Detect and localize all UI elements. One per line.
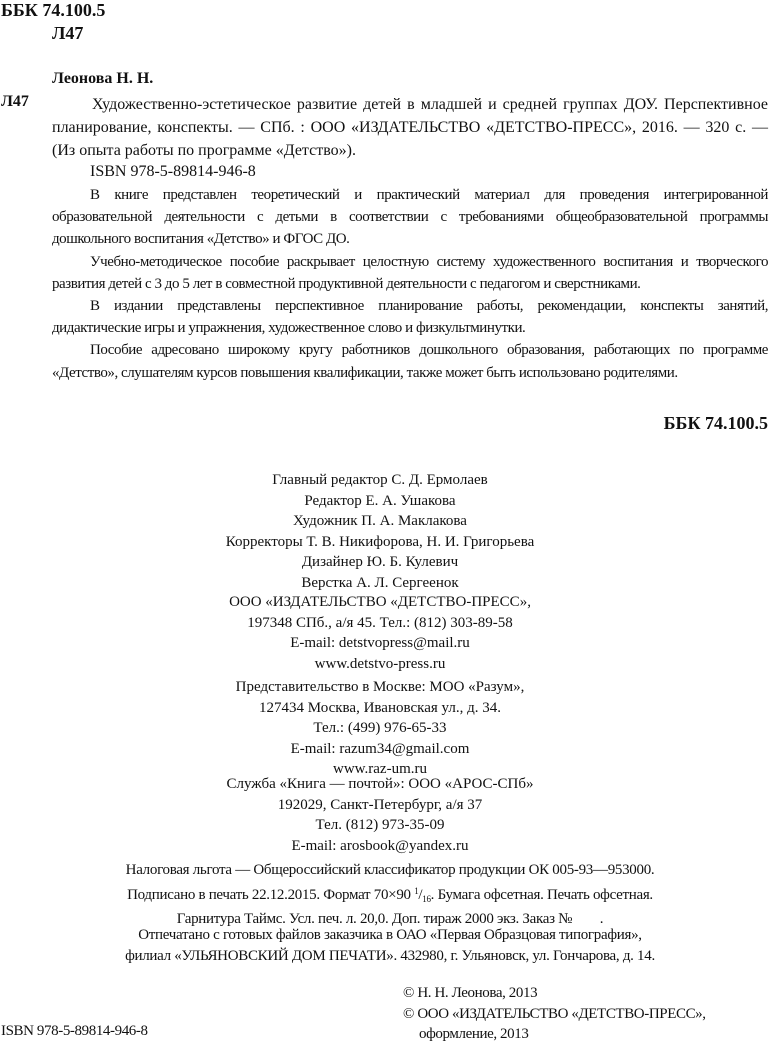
print-info-block [40, 860, 740, 930]
bbk-code-top: ББК 74.100.5 [1, 0, 106, 20]
office-address: 127434 Москва, Ивановская ул., д. 34. [259, 699, 501, 716]
printer-line: Отпечатано с готовых файлов заказчика в ОАО «Первая Образцовая типография», [138, 927, 642, 943]
publisher-address: 197348 СПб., а/я 45. Тел.: (812) 303-89-58 [247, 614, 513, 631]
author-sign-top: Л47 [52, 23, 84, 43]
fraction-numerator: 1 [414, 885, 419, 896]
annotation [52, 184, 768, 384]
mail-order-address: 192029, Санкт-Петербург, а/я 37 [277, 796, 483, 813]
office-name: Представительство в Москве: МОО «Разум», [235, 679, 525, 695]
publisher-website: www.detstvo-press.ru [314, 655, 446, 672]
copyright-publisher: © ООО «ИЗДАТЕЛЬСТВО «ДЕТСТВО-ПРЕСС», [403, 1005, 706, 1022]
office-phone: Тел.: (499) 976-65-33 [313, 720, 447, 737]
publisher-email: E-mail: detstvopress@mail.ru [290, 635, 470, 652]
fraction-denominator: 16 [422, 893, 431, 904]
fraction-slash: / [418, 886, 423, 903]
office-email: E-mail: razum34@gmail.com [290, 740, 470, 757]
credit-line: Верстка А. Л. Сергеенок [301, 574, 459, 591]
credit-line: Дизайнер Ю. Б. Кулевич [301, 554, 459, 571]
mail-order-phone: Тел. (812) 973-35-09 [315, 817, 445, 834]
copyright-design: оформление, 2013 [419, 1026, 529, 1042]
signed-line [40, 881, 740, 910]
printer-block [40, 925, 740, 966]
isbn-record: ISBN 978-5-89814-946-8 [90, 163, 256, 180]
credit-line: Главный редактор С. Д. Ермолаев [272, 472, 488, 488]
typeface-line: Гарнитура Таймс. Усл. печ. л. 20,0. Доп. тираж 2000 экз. Заказ № . [176, 911, 604, 928]
copyright-author: © Н. Н. Леонова, 2013 [403, 985, 538, 1001]
credit-line: Редактор Е. А. Ушакова [304, 492, 456, 509]
signed-suffix: . Бумага офсетная. Печать офсетная. [430, 886, 653, 903]
bbk-code-right: ББК 74.100.5 [663, 413, 768, 433]
bibliographic-description: Художественно-эстетическое развитие детей в младшей и средней группах ДОУ. Перспективное планирование, конспекты. — СПб. : ООО «ИЗДАТЕЛЬСТВО «ДЕТСТВО-ПРЕСС», 2016. — 320 с. — (Из опыта работы по программе «Детство»). [52, 96, 768, 159]
printer-line: филиал «УЛЬЯНОВСКИЙ ДОМ ПЕЧАТИ». 432980, г. Ульяновск, ул. Гончарова, д. 14. [125, 947, 655, 964]
credit-line: Корректоры Т. В. Никифорова, Н. И. Григорьева [225, 533, 535, 550]
author-sign-side: Л47 [1, 93, 29, 110]
publisher-name: ООО «ИЗДАТЕЛЬСТВО «ДЕТСТВО-ПРЕСС», [229, 594, 531, 610]
publisher-block [150, 592, 610, 674]
mail-order-email: E-mail: arosbook@yandex.ru [291, 837, 469, 854]
author-name: Леонова Н. Н. [52, 70, 154, 87]
copyright-block [403, 983, 706, 1045]
annotation-paragraph: В книге представлен теоретический и практический материал для проведения интегрированной образовательной деятельности с детьми в соответствии с требованиями общеобразовательной программы дошкольного воспитания «Детство» и ФГОС ДО. [52, 187, 768, 248]
office-website: www.raz-um.ru [333, 761, 427, 778]
staff-credits [150, 470, 610, 594]
annotation-paragraph: Пособие адресовано широкому кругу работников дошкольного образования, работающих по программе «Детство», слушателям курсов повышения квалификации, также может быть использовано родителями. [52, 342, 768, 381]
mail-order-name: Служба «Книга — почтой»: ООО «АРОС-СПб» [226, 776, 534, 792]
annotation-paragraph: В издании представлены перспективное планирование работы, рекомендации, конспекты занятий, дидактические игры и упражнения, художественное слово и физкультминутки. [52, 298, 768, 337]
annotation-paragraph: Учебно-методическое пособие раскрывает целостную систему художественного воспитания и творческого развития детей с 3 до 5 лет в совместной продуктивной деятельности с педагогом и сверстниками. [52, 253, 768, 292]
credit-line: Художник П. А. Маклакова [293, 513, 467, 530]
isbn-footer: ISBN 978-5-89814-946-8 [1, 1023, 148, 1039]
mail-order-block [150, 774, 610, 856]
format-fraction [414, 887, 430, 903]
signed-prefix: Подписано в печать 22.12.2015. Формат 70×90 [127, 886, 415, 903]
moscow-office-block [150, 677, 610, 780]
tax-line: Налоговая льгота — Общероссийский классификатор продукции ОК 005-93—953000. [125, 862, 655, 878]
